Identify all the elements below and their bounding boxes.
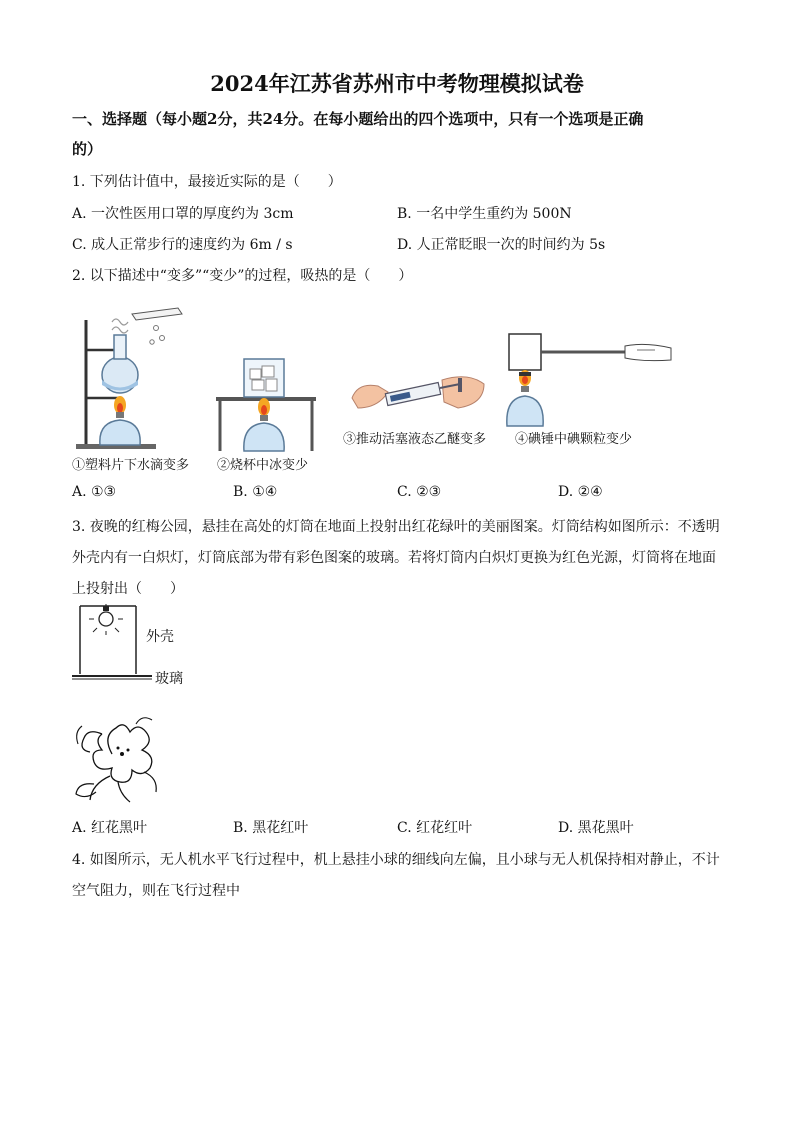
question-4-stem-line2: 空气阻力，则在飞行过程中 — [72, 883, 240, 899]
q2-caption-1: ①塑料片下水滴变多 — [72, 458, 190, 473]
q3-option-a: A. 红花黑叶 — [72, 820, 148, 836]
q2-option-c: C. ②③ — [397, 484, 442, 500]
q3-option-b: B. 黑花红叶 — [233, 820, 309, 836]
figure-iodine-hammer — [505, 330, 675, 430]
label-glass: 玻璃 — [155, 671, 183, 687]
label-shell: 外壳 — [146, 629, 174, 645]
q1-option-b: B. 一名中学生重约为 500N — [397, 206, 572, 222]
q2-option-d: D. ②④ — [558, 484, 603, 500]
question-1-stem: 1. 下列估计值中，最接近实际的是（ ） — [72, 174, 342, 190]
q2-option-a: A. ①③ — [72, 484, 117, 500]
q2-option-b: B. ①④ — [233, 484, 278, 500]
q1-option-a: A. 一次性医用口罩的厚度约为 3cm — [72, 206, 294, 222]
question-3-stem-line1: 3. 夜晚的红梅公园，悬挂在高处的灯筒在地面上投射出红花绿叶的美丽图案。灯筒结构如图所示：不透明 — [72, 519, 720, 535]
question-2-stem: 2. 以下描述中“变多”“变少”的过程，吸热的是（ ） — [72, 268, 413, 284]
q2-caption-2: ②烧杯中冰变少 — [217, 458, 309, 473]
figure-syringe-ether — [348, 368, 488, 418]
figure-lamp-tube — [72, 604, 152, 684]
section-heading-line2: 的） — [72, 140, 103, 158]
q3-option-c: C. 红花红叶 — [397, 820, 473, 836]
q1-option-d: D. 人正常眨眼一次的时间约为 5s — [397, 237, 606, 253]
figure-beaker-ice — [212, 355, 322, 453]
question-3-stem-line3: 上投射出（ ） — [72, 581, 184, 597]
q2-caption-4: ④碘锤中碘颗粒变少 — [515, 432, 633, 447]
q1-option-c: C. 成人正常步行的速度约为 6m / s — [72, 237, 293, 253]
section-heading-line1: 一、选择题（每小题2分，共24分。在每小题给出的四个选项中，只有一个选项是正确 — [72, 110, 644, 128]
page-title: 2024年江苏省苏州市中考物理模拟试卷 — [210, 71, 584, 96]
figure-flower-pattern — [72, 714, 162, 806]
figure-flask-plastic-sheet — [72, 300, 212, 452]
q3-option-d: D. 黑花黑叶 — [558, 820, 634, 836]
question-3-stem-line2: 外壳内有一白炽灯，灯筒底部为带有彩色图案的玻璃。若将灯筒内白炽灯更换为红色光源，灯筒将在地面 — [72, 550, 716, 566]
question-4-stem-line1: 4. 如图所示，无人机水平飞行过程中，机上悬挂小球的细线向左偏，且小球与无人机保持相对静止，不计 — [72, 852, 720, 868]
q2-caption-3: ③推动活塞液态乙醚变多 — [343, 432, 487, 447]
